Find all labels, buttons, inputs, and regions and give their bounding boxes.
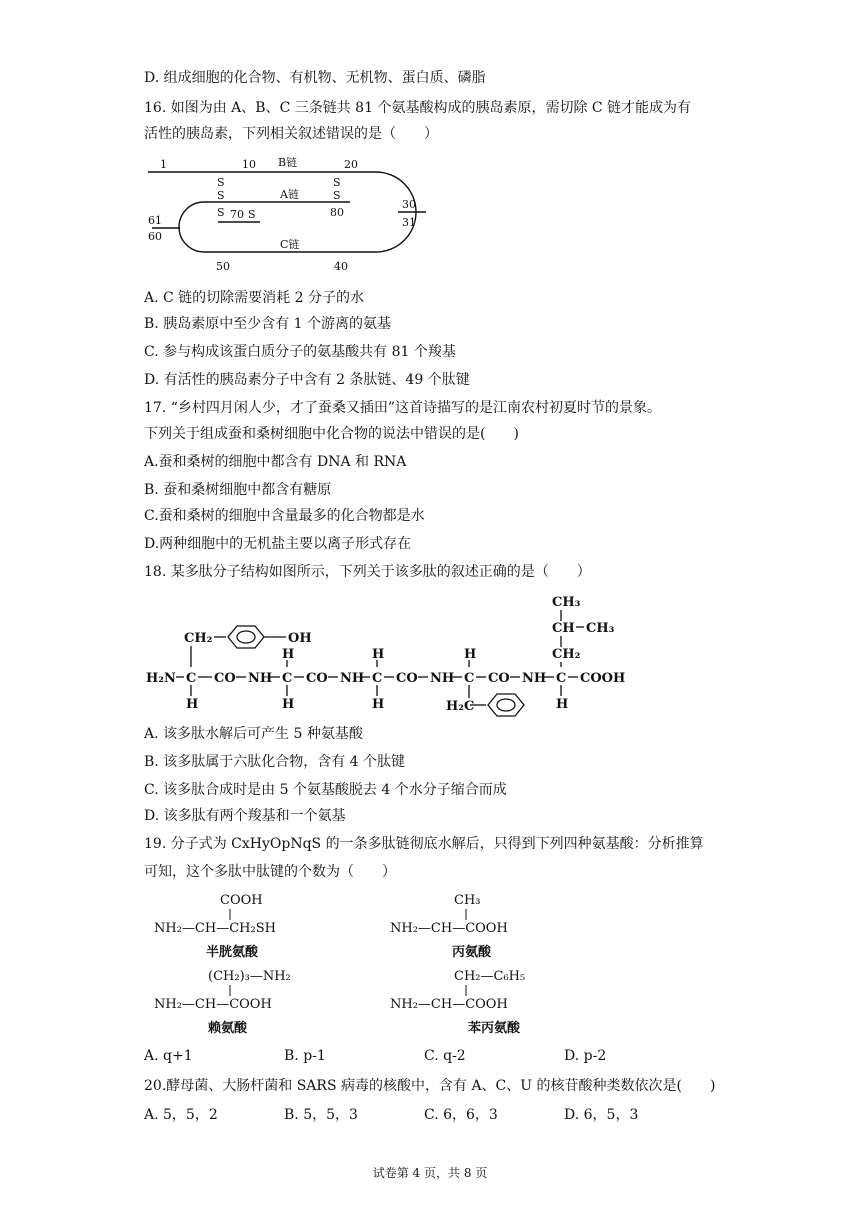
cys-main: NH₂—CH—CH₂SH [154, 921, 276, 936]
c3: C [372, 671, 383, 686]
co4: CO [488, 671, 510, 686]
h-above-c2: H [282, 647, 295, 662]
lys-main: NH₂—CH—COOH [154, 997, 272, 1012]
q20-option-a: A. 5，5，2 [144, 1107, 218, 1123]
q17-option-b: B. 蚕和桑树细胞中都含有糖原 [144, 482, 332, 498]
q19-option-a: A. q+1 [144, 1048, 193, 1064]
s-label: S [333, 189, 341, 202]
phe-h2c: H₂C [446, 699, 475, 714]
phe-top: CH₂—C₆H₅ [454, 969, 526, 984]
tyr-oh: OH [288, 631, 312, 646]
phe-main: NH₂—CH—COOH [390, 997, 508, 1012]
q17-option-c: C.蚕和桑树的细胞中含量最多的化合物都是水 [144, 508, 425, 524]
q19-option-c: C. q-2 [424, 1048, 466, 1064]
h-below-c1: H [186, 697, 199, 712]
label-70: 70 [230, 208, 244, 221]
q17-option-a: A.蚕和桑树的细胞中都含有 DNA 和 RNA [144, 454, 407, 470]
label-b-chain: B链 [278, 156, 298, 169]
c1: C [186, 671, 197, 686]
proinsulin-diagram [140, 152, 430, 276]
cooh: COOH [580, 671, 626, 686]
cys-name: 半胱氨酸 [206, 945, 259, 960]
s-label: S [333, 176, 341, 189]
tyr-ch2: CH₂ [184, 631, 213, 646]
nh1: NH [248, 671, 273, 686]
q19-options [144, 1048, 704, 1064]
ala-top: CH₃ [454, 893, 481, 908]
amino-acid-structures [140, 886, 600, 1036]
ala-main: NH₂—CH—COOH [390, 921, 508, 936]
leu-ch3-right: CH₃ [586, 621, 615, 636]
nh2: NH [340, 671, 365, 686]
ala-name: 丙氨酸 [452, 945, 492, 960]
co3: CO [396, 671, 418, 686]
q18-option-b: B. 该多肽属于六肽化合物，含有 4 个肽键 [144, 754, 405, 770]
q16-option-b: B. 胰岛素原中至少含有 1 个游离的氨基 [144, 316, 391, 332]
co2: CO [306, 671, 328, 686]
nh4: NH [522, 671, 547, 686]
label-31: 31 [402, 216, 416, 229]
c4: C [464, 671, 475, 686]
lys-top: (CH₂)₃—NH₂ [208, 969, 291, 984]
q19-option-b: B. p-1 [284, 1048, 326, 1064]
nh3: NH [430, 671, 455, 686]
q16-option-a: A. C 链的切除需要消耗 2 分子的水 [144, 290, 364, 306]
cys-top: COOH [220, 893, 263, 908]
h2n: H₂N [146, 671, 176, 686]
label-20: 20 [344, 158, 358, 171]
co1: CO [214, 671, 236, 686]
s-label: S [217, 206, 225, 219]
h-below-c2: H [282, 697, 295, 712]
q15-option-d: D. 组成细胞的化合物、有机物、无机物、蛋白质、磷脂 [144, 70, 486, 86]
leu-ch3-top: CH₃ [552, 595, 581, 610]
q19-option-d: D. p-2 [564, 1048, 607, 1064]
label-80: 80 [330, 206, 344, 219]
c2: C [282, 671, 293, 686]
q16-stem-line1: 16. 如图为由 A、B、C 三条链共 81 个氨基酸构成的胰岛素原，需切除 C 链才能成为有 [144, 100, 692, 116]
h-above-c3: H [372, 647, 385, 662]
peptide-structure [140, 590, 640, 720]
label-1: 1 [160, 158, 167, 171]
q16-option-d: D. 有活性的胰岛素分子中含有 2 条肽链、49 个肽键 [144, 372, 470, 388]
s-label: S [248, 208, 256, 221]
s-label: S [217, 189, 225, 202]
q16-option-c: C. 参与构成该蛋白质分子的氨基酸共有 81 个羧基 [144, 344, 456, 360]
q20-option-c: C. 6，6，3 [424, 1107, 498, 1123]
label-50: 50 [216, 260, 230, 273]
h-above-c4: H [464, 647, 477, 662]
phe-name: 苯丙氨酸 [468, 1021, 521, 1036]
label-61: 61 [148, 214, 162, 227]
leu-ch: CH [552, 621, 575, 636]
q19-stem-line2: 可知，这个多肽中肽键的个数为（ ） [144, 864, 396, 880]
q16-stem-line2: 活性的胰岛素，下列相关叙述错误的是（ ） [144, 126, 438, 142]
q17-stem-line2: 下列关于组成蚕和桑树细胞中化合物的说法中错误的是( ) [144, 426, 519, 442]
label-30: 30 [402, 198, 416, 211]
q17-stem-line1: 17. “乡村四月闲人少，才了蚕桑又插田”这首诗描写的是江南农村初夏时节的景象。 [144, 400, 662, 416]
q17-option-d: D.两种细胞中的无机盐主要以离子形式存在 [144, 536, 412, 552]
q19-stem-line1: 19. 分子式为 CxHyOpNqS 的一条多肽链彻底水解后，只得到下列四种氨基酸：分析推算 [144, 836, 704, 852]
c5: C [556, 671, 567, 686]
label-a-chain: A链 [280, 188, 299, 201]
s-label: S [217, 176, 225, 189]
h-below-c5: H [556, 697, 569, 712]
q18-option-a: A. 该多肽水解后可产生 5 种氨基酸 [144, 726, 363, 742]
q20-option-b: B. 5，5，3 [284, 1107, 358, 1123]
leu-ch2: CH₂ [552, 647, 581, 662]
lys-name: 赖氨酸 [208, 1021, 248, 1036]
q20-option-d: D. 6，5，3 [564, 1107, 639, 1123]
q18-option-c: C. 该多肽合成时是由 5 个氨基酸脱去 4 个水分子缩合而成 [144, 782, 507, 798]
q20-stem: 20.酵母菌、大肠杆菌和 SARS 病毒的核酸中，含有 A、C、U 的核苷酸种类数依次是( ) [144, 1078, 716, 1094]
q20-options [144, 1104, 704, 1124]
q18-stem: 18. 某多肽分子结构如图所示，下列关于该多肽的叙述正确的是（ ） [144, 564, 591, 580]
h-below-c3: H [372, 697, 385, 712]
label-40: 40 [334, 260, 348, 273]
label-c-chain: C链 [280, 238, 300, 251]
label-60: 60 [148, 230, 162, 243]
q18-option-d: D. 该多肽有两个羧基和一个氨基 [144, 808, 346, 824]
label-10: 10 [242, 158, 256, 171]
page-footer: 试卷第 4 页，共 8 页 [372, 1166, 488, 1180]
